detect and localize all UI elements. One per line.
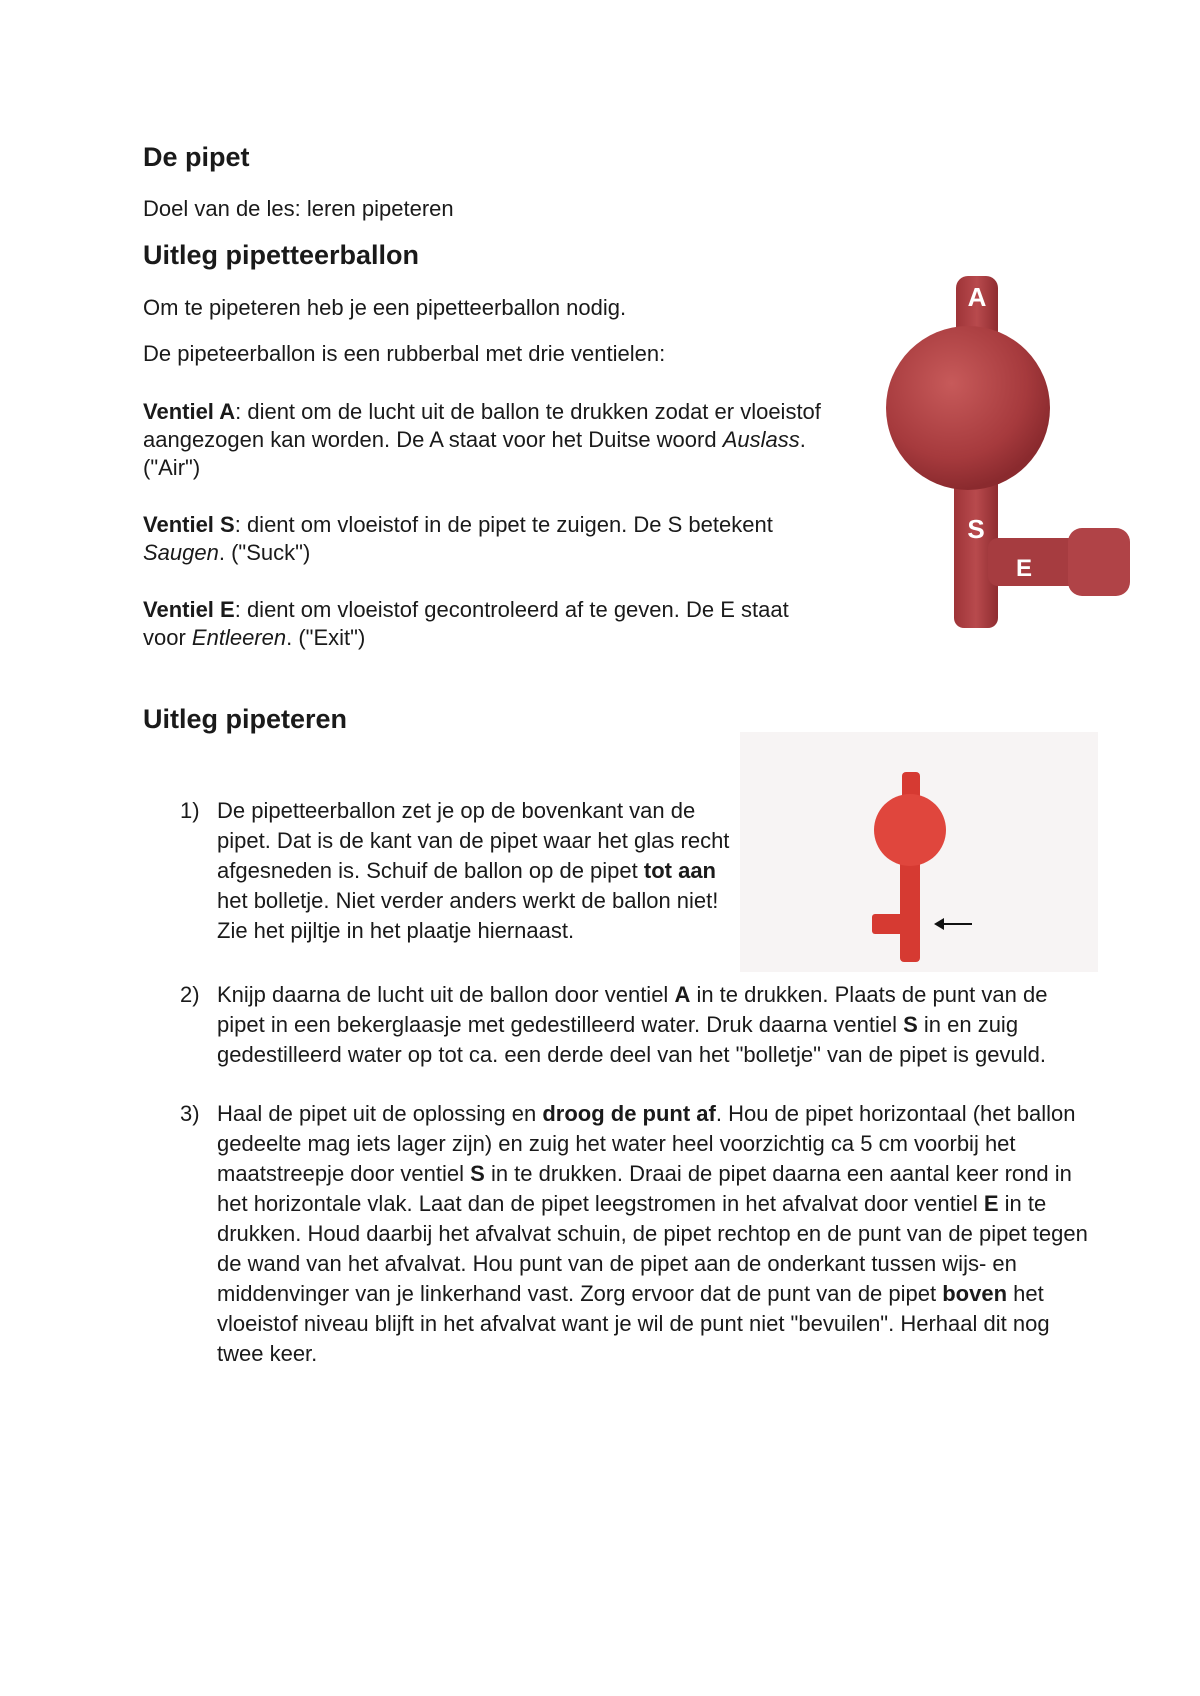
intro-paragraph-1: Om te pipeteren heb je een pipetteerballon nodig. <box>143 295 627 320</box>
step-3-bold-3: E <box>983 1191 999 1216</box>
valve-e-word: Entleeren <box>191 625 287 650</box>
step-3-text-3: in te drukken. Draai de pipet daarna een aantal keer rond in het horizontale vlak. Laat dan de pipet leegstromen in het afvalvat door ventiel <box>217 1161 1072 1216</box>
step-3-bold-4: boven <box>942 1281 1008 1306</box>
valve-a-word: Auslass <box>722 427 800 452</box>
valve-a-text: : dient om de lucht uit de ballon te drukken zodat er vloeistof aangezogen kan worden. De A staat voor het Duitse woord <box>143 399 821 452</box>
step-1-text-2: het bolletje. Niet verder anders werkt de ballon niet! Zie het pijltje in het plaatje hiernaast. <box>217 888 719 943</box>
image-label-s: S <box>967 514 985 544</box>
valve-e-description <box>143 596 823 652</box>
valve-a-label: Ventiel A <box>143 399 236 424</box>
step-1 <box>170 796 737 946</box>
step-2-bold-1: A <box>674 982 691 1007</box>
step-2 <box>170 980 1097 1070</box>
step-1-bold: tot aan <box>643 858 716 883</box>
rubber-ball <box>886 326 1050 490</box>
step-3-text-4: in te drukken. Houd daarbij het afvalvat schuin, de pipet rechtop en de punt van de pipet tegen de wand van het afvalvat. Hou punt van de pipet aan de onderkant tussen wijs- en middenvinger van je linkerhand vast. Zorg ervoor dat de punt van de pipet <box>217 1191 1088 1306</box>
valve-e-cap <box>1068 528 1130 596</box>
valve-s-label: Ventiel S <box>143 512 235 537</box>
step-1-text: De pipetteerballon zet je op de bovenkant van de pipet. Dat is de kant van de pipet waar het glas recht afgesneden is. Schuif de ballon op de pipet <box>217 798 730 883</box>
page-title: De pipet <box>143 142 250 172</box>
lesson-goal: Doel van de les: leren pipeteren <box>143 196 454 221</box>
step-3-bold-2: S <box>470 1161 485 1186</box>
valve-s-note: . ("Suck") <box>218 540 311 565</box>
valve-s-text: : dient om vloeistof in de pipet te zuigen. De S betekent <box>234 512 773 537</box>
step-1-number: 1) <box>180 798 200 823</box>
step-3-text-2: . Hou de pipet horizontaal (het ballon gedeelte mag iets lager zijn) en zuig het water heel voorzichtig ca 5 cm voorbij het maatstreepje door ventiel <box>217 1101 1076 1186</box>
valve-s-description <box>143 511 823 567</box>
section-heading-pipeteren: Uitleg pipeteren <box>143 704 348 734</box>
section-heading-pipetteerballon: Uitleg pipetteerballon <box>143 240 420 270</box>
valve-a-description <box>143 398 823 482</box>
intro-paragraph-2: De pipeteerballon is een rubberbal met drie ventielen: <box>143 341 666 366</box>
pipetting-steps-list <box>170 796 1088 1369</box>
pipette-bulb-image <box>868 258 1138 638</box>
step-3 <box>170 1099 1097 1369</box>
step-3-text: Haal de pipet uit de oplossing en <box>217 1101 543 1126</box>
image-label-e: E <box>1015 555 1033 582</box>
valve-s-word: Saugen <box>143 540 219 565</box>
step-2-text: Knijp daarna de lucht uit de ballon door ventiel <box>217 982 675 1007</box>
step-2-bold-2: S <box>903 1012 918 1037</box>
valve-e-label: Ventiel E <box>143 597 235 622</box>
step-2-number: 2) <box>180 982 200 1007</box>
step-3-number: 3) <box>180 1101 200 1126</box>
step-3-text-5: het vloeistof niveau blijft in het afvalvat want je wil de punt niet "bevuilen". Herhaal dit nog twee keer. <box>217 1281 1050 1366</box>
step-2-text-2: in te drukken. Plaats de punt van de pipet in een bekerglaasje met gedestilleerd water. Druk daarna ventiel <box>217 982 1048 1037</box>
valve-e-note: . ("Exit") <box>286 625 366 650</box>
valve-a-note: . ("Air") <box>143 427 806 480</box>
step-3-bold-1: droog de punt af <box>542 1101 716 1126</box>
valve-e-text: : dient om vloeistof gecontroleerd af te geven. De E staat voor <box>143 597 789 650</box>
image-label-a: A <box>967 282 987 312</box>
step-2-text-3: in en zuig gedestilleerd water op tot ca. een derde deel van het "bolletje" van de pipet is gevuld. <box>217 1012 1046 1067</box>
